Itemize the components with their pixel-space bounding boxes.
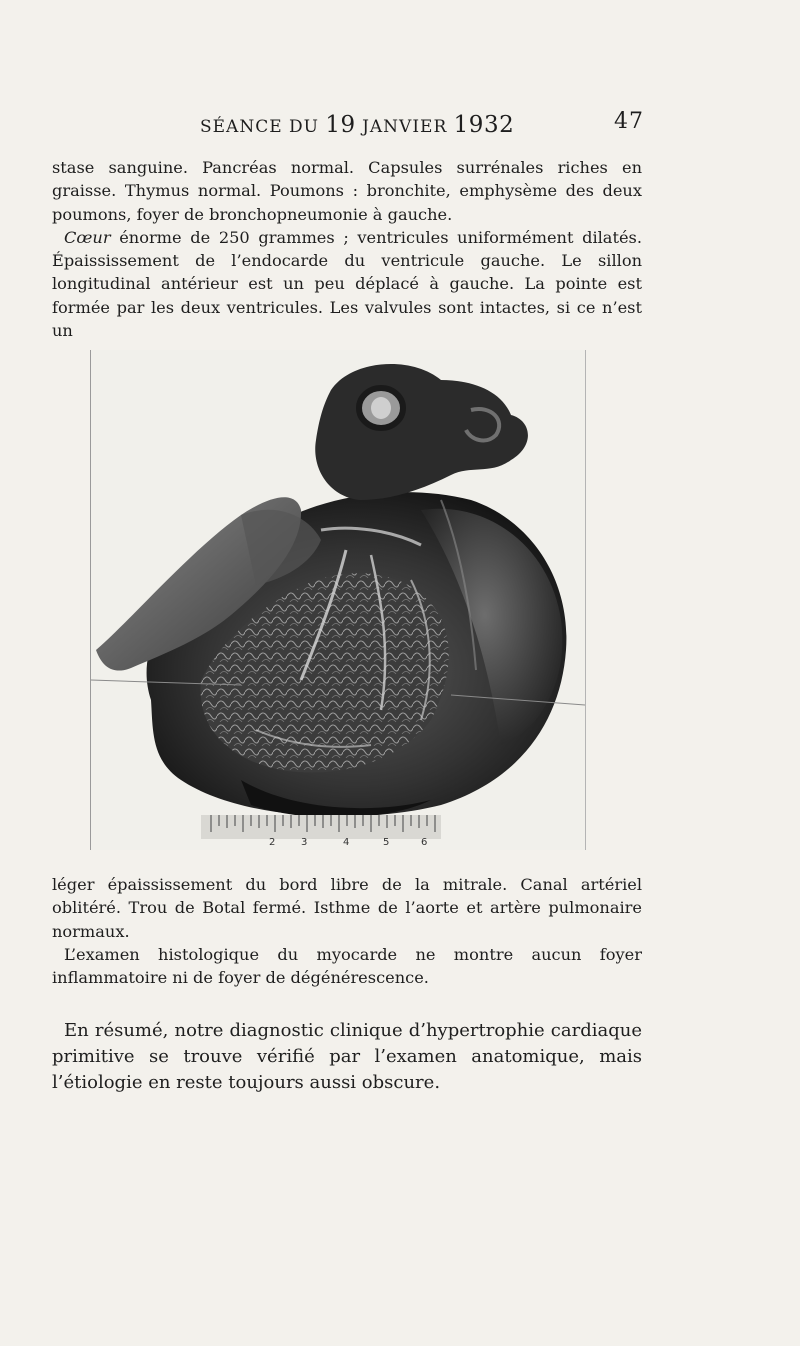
paragraph-stase: stase sanguine. Pancréas normal. Capsules surrénales riches en graisse. Thymus normal. Poumons : bronchite, emphysème des deux poumons, foyer de bronchopneumonie à gauche. <box>52 158 642 224</box>
paragraph-top <box>52 156 642 342</box>
ruler-label-3: 3 <box>301 837 308 848</box>
running-head-prefix: SÉANCE DU <box>200 117 319 137</box>
coeur-italic: Cœur <box>64 227 111 247</box>
running-head-month: JANVIER <box>362 117 448 137</box>
paragraph-bottom <box>52 873 642 989</box>
summary-text: En résumé, notre diagnostic clinique d’hypertrophie cardiaque primitive se trouve vérifié par l’examen anatomique, mais l’étiologie en reste toujours aussi obscure. <box>52 1020 642 1093</box>
running-head-year: 1932 <box>453 112 515 138</box>
heart-photograph <box>90 350 586 850</box>
heart-image <box>91 350 585 850</box>
ruler-label-2: 2 <box>269 837 276 848</box>
running-head-title <box>200 112 514 138</box>
ruler-label-6: 6 <box>421 837 428 848</box>
paragraph-histologique: L’examen histologique du myocarde ne montre aucun foyer inflammatoire ni de foyer de dégénérescence. <box>52 944 642 988</box>
paragraph-summary <box>52 1018 642 1096</box>
paragraph-coeur <box>52 226 642 342</box>
ruler-label-5: 5 <box>383 837 390 848</box>
running-head-day: 19 <box>325 112 356 138</box>
ruler-label-4: 4 <box>343 837 350 848</box>
paragraph-mitrale: léger épaississement du bord libre de la mitrale. Canal artériel oblitéré. Trou de Botal fermé. Isthme de l’aorte et artère pulmonaire normaux. <box>52 875 642 941</box>
paragraph-coeur-text: énorme de 250 grammes ; ventricules uniformément dilatés. Épaississement de l’endocarde du ventricule gauche. Le sillon longitudinal antérieur est un peu déplacé à gauche. La pointe est formée par les deux ventricules. Les valvules sont intactes, si ce n’est un <box>52 227 642 341</box>
page-number: 47 <box>614 109 644 134</box>
running-head <box>200 104 644 138</box>
